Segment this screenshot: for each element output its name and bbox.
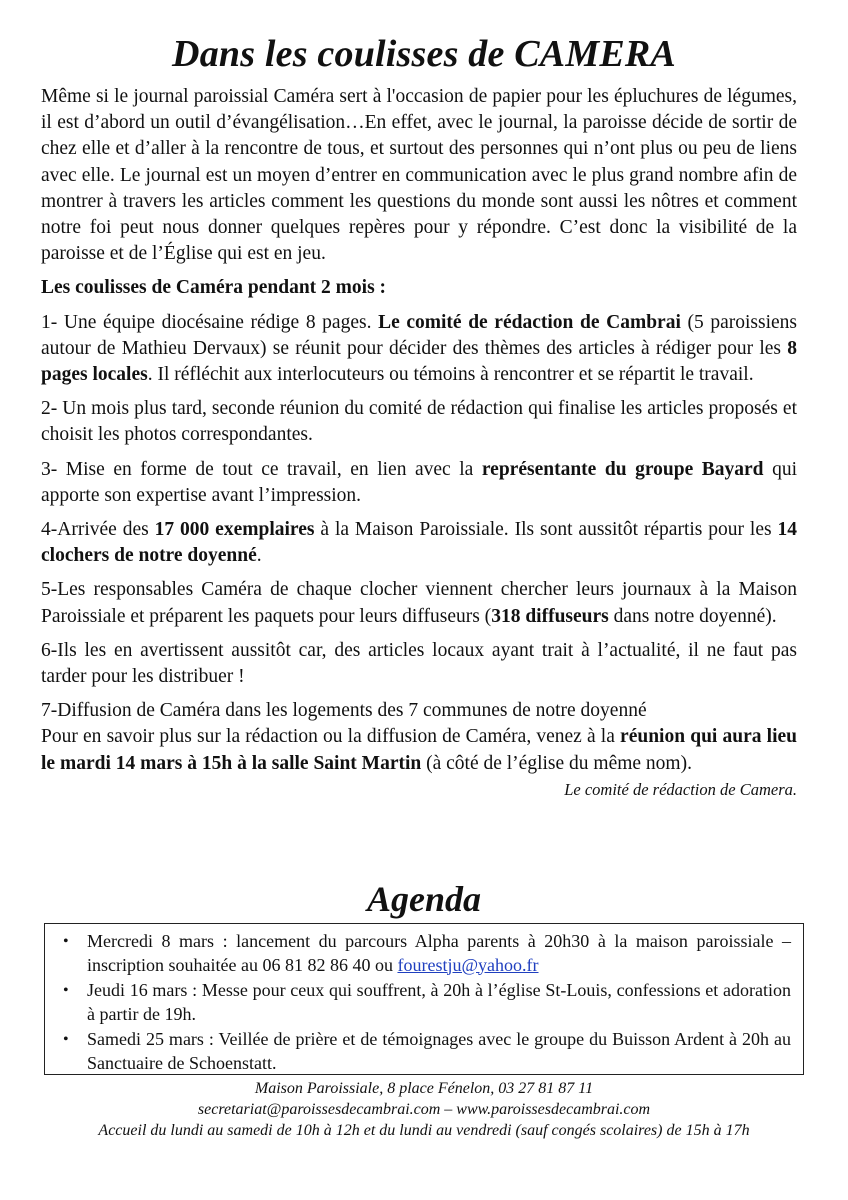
agenda-item: • Jeudi 16 mars : Messe pour ceux qui souffrent, à 20h à l’église St-Louis, confessions et adoration à partir de 19h.	[63, 980, 791, 1024]
step-3: 3- Mise en forme de tout ce travail, en lien avec la représentante du groupe Bayard qui apporte son expertise avant l’impression.	[41, 458, 797, 506]
signature: Le comité de rédaction de Camera.	[564, 779, 797, 799]
footer-contact: secretariat@paroissesdecambrai.com – www.paroissesdecambrai.com	[197, 1101, 651, 1118]
bullet-icon: •	[63, 982, 69, 999]
article-body	[41, 84, 797, 803]
agenda-list	[57, 930, 791, 1075]
step-7: 7-Diffusion de Caméra dans les logements des 7 communes de notre doyenné	[41, 700, 647, 722]
section-heading: Les coulisses de Caméra pendant 2 mois :	[41, 277, 387, 299]
bullet-icon: •	[63, 933, 69, 950]
agenda-box	[44, 923, 804, 1075]
email-link[interactable]: fourestju@yahoo.fr	[397, 954, 539, 975]
step-2: 2- Un mois plus tard, seconde réunion du comité de rédaction qui finalise les articles proposés et choisit les photos correspondantes.	[41, 398, 797, 446]
page-title: Dans les coulisses de CAMERA	[172, 33, 676, 75]
agenda-item: • Samedi 25 mars : Veillée de prière et de témoignages avec le groupe du Buisson Ardent à 20h au Sanctuaire de Schoenstatt.	[63, 1029, 791, 1073]
intro-paragraph: Même si le journal paroissial Caméra sert à l'occasion de papier pour les épluchures de légumes, il est d’abord un outil d’évangélisation…En effet, avec le journal, la paroisse décide de sortir de chez elle et d’aller à la rencontre de tous, et surtout des personnes qui n’ont plus ou peu de liens avec elle. Le journal est un moyen d’entrer en communication avec le plus grand nombre afin de montrer à travers les articles comment les questions du monde sont aussi les nôtres et comment notre foi peut nous donner quelques repères pour y répondre. C’est donc la visibilité de la paroisse et de l’Église qui est en jeu.	[41, 86, 797, 265]
step-6: 6-Ils les en avertissent aussitôt car, des articles locaux ayant trait à l’actualité, il ne faut pas tarder pour les distribuer !	[41, 639, 797, 688]
step-4: 4-Arrivée des 17 000 exemplaires à la Maison Paroissiale. Ils sont aussitôt répartis pour les 14 clochers de notre doyenné.	[41, 519, 798, 567]
footer	[0, 1078, 848, 1141]
bullet-icon: •	[63, 1031, 69, 1048]
step-1: 1- Une équipe diocésaine rédige 8 pages. Le comité de rédaction de Cambrai (5 paroissiens autour de Mathieu Dervaux) se réunit pour décider des thèmes des articles à rédiger pour les 8 pages locales. Il réfléchit aux interlocuteurs ou témoins à rencontrer et se répartit le travail.	[41, 311, 797, 386]
more-info-paragraph: Pour en savoir plus sur la rédaction ou la diffusion de Caméra, venez à la réunion qui aura lieu le mardi 14 mars à 15h à la salle Saint Martin (à côté de l’église du même nom). Le comité de rédaction de Camera.	[41, 724, 797, 776]
step-5: 5-Les responsables Caméra de chaque clocher viennent chercher leurs journaux à la Maison Paroissiale et préparent les paquets pour leurs diffuseurs (318 diffuseurs dans notre doyenné).	[41, 579, 797, 627]
footer-address: Maison Paroissiale, 8 place Fénelon, 03 27 81 87 11	[254, 1080, 594, 1097]
agenda-title: Agenda	[366, 879, 481, 919]
footer-hours: Accueil du lundi au samedi de 10h à 12h et du lundi au vendredi (sauf congés scolaires) de 15h à 17h	[98, 1122, 750, 1139]
agenda-item: • Mercredi 8 mars : lancement du parcours Alpha parents à 20h30 à la maison paroissiale – inscription souhaitée au 06 81 82 86 40 ou fourestju@yahoo.fr	[63, 931, 791, 975]
